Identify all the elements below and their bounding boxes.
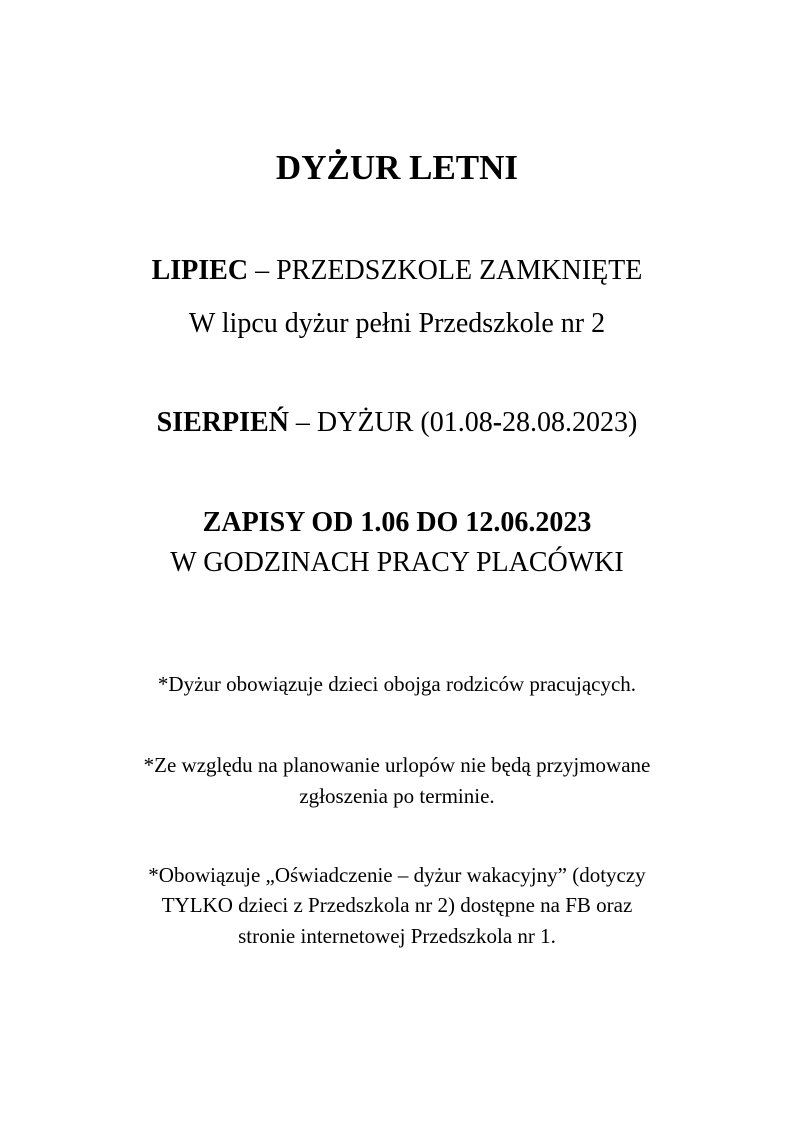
note-no-late-applications-line1: *Ze względu na planowanie urlopów nie będą przyjmowane (143, 753, 651, 777)
page-title: DYŻUR LETNI (275, 148, 519, 187)
july-status-line (0, 253, 794, 289)
july-month: LIPIEC (151, 255, 249, 286)
note-no-late-applications-line2: zgłoszenia po terminie. (299, 784, 495, 808)
note-declaration-line1: *Obowiązuje „Oświadczenie – dyżur wakacyjny” (dotyczy (148, 863, 646, 887)
august-status-suffix: 28.08.2023) (502, 407, 638, 438)
note-declaration-line2: TYLKO dzieci z Przedszkola nr 2) dostępne na FB oraz (161, 893, 633, 917)
enrollment-dates: ZAPISY OD 1.06 DO 12.06.2023 (202, 507, 592, 538)
august-dash: - (492, 407, 503, 438)
enrollment-hours: W GODZINACH PRACY PLACÓWKI (170, 547, 624, 578)
note-declaration-line3: stronie internetowej Przedszkola nr 1. (238, 924, 556, 948)
note-working-parents: *Dyżur obowiązuje dzieci obojga rodziców pracujących. (157, 672, 637, 696)
july-status: – PRZEDSZKOLE ZAMKNIĘTE (248, 255, 643, 286)
august-status-prefix: – DYŻUR (01.08 (288, 407, 493, 438)
august-month: SIERPIEŃ (156, 407, 289, 438)
august-status-line (0, 405, 794, 441)
july-note: W lipcu dyżur pełni Przedszkole nr 2 (188, 308, 606, 339)
